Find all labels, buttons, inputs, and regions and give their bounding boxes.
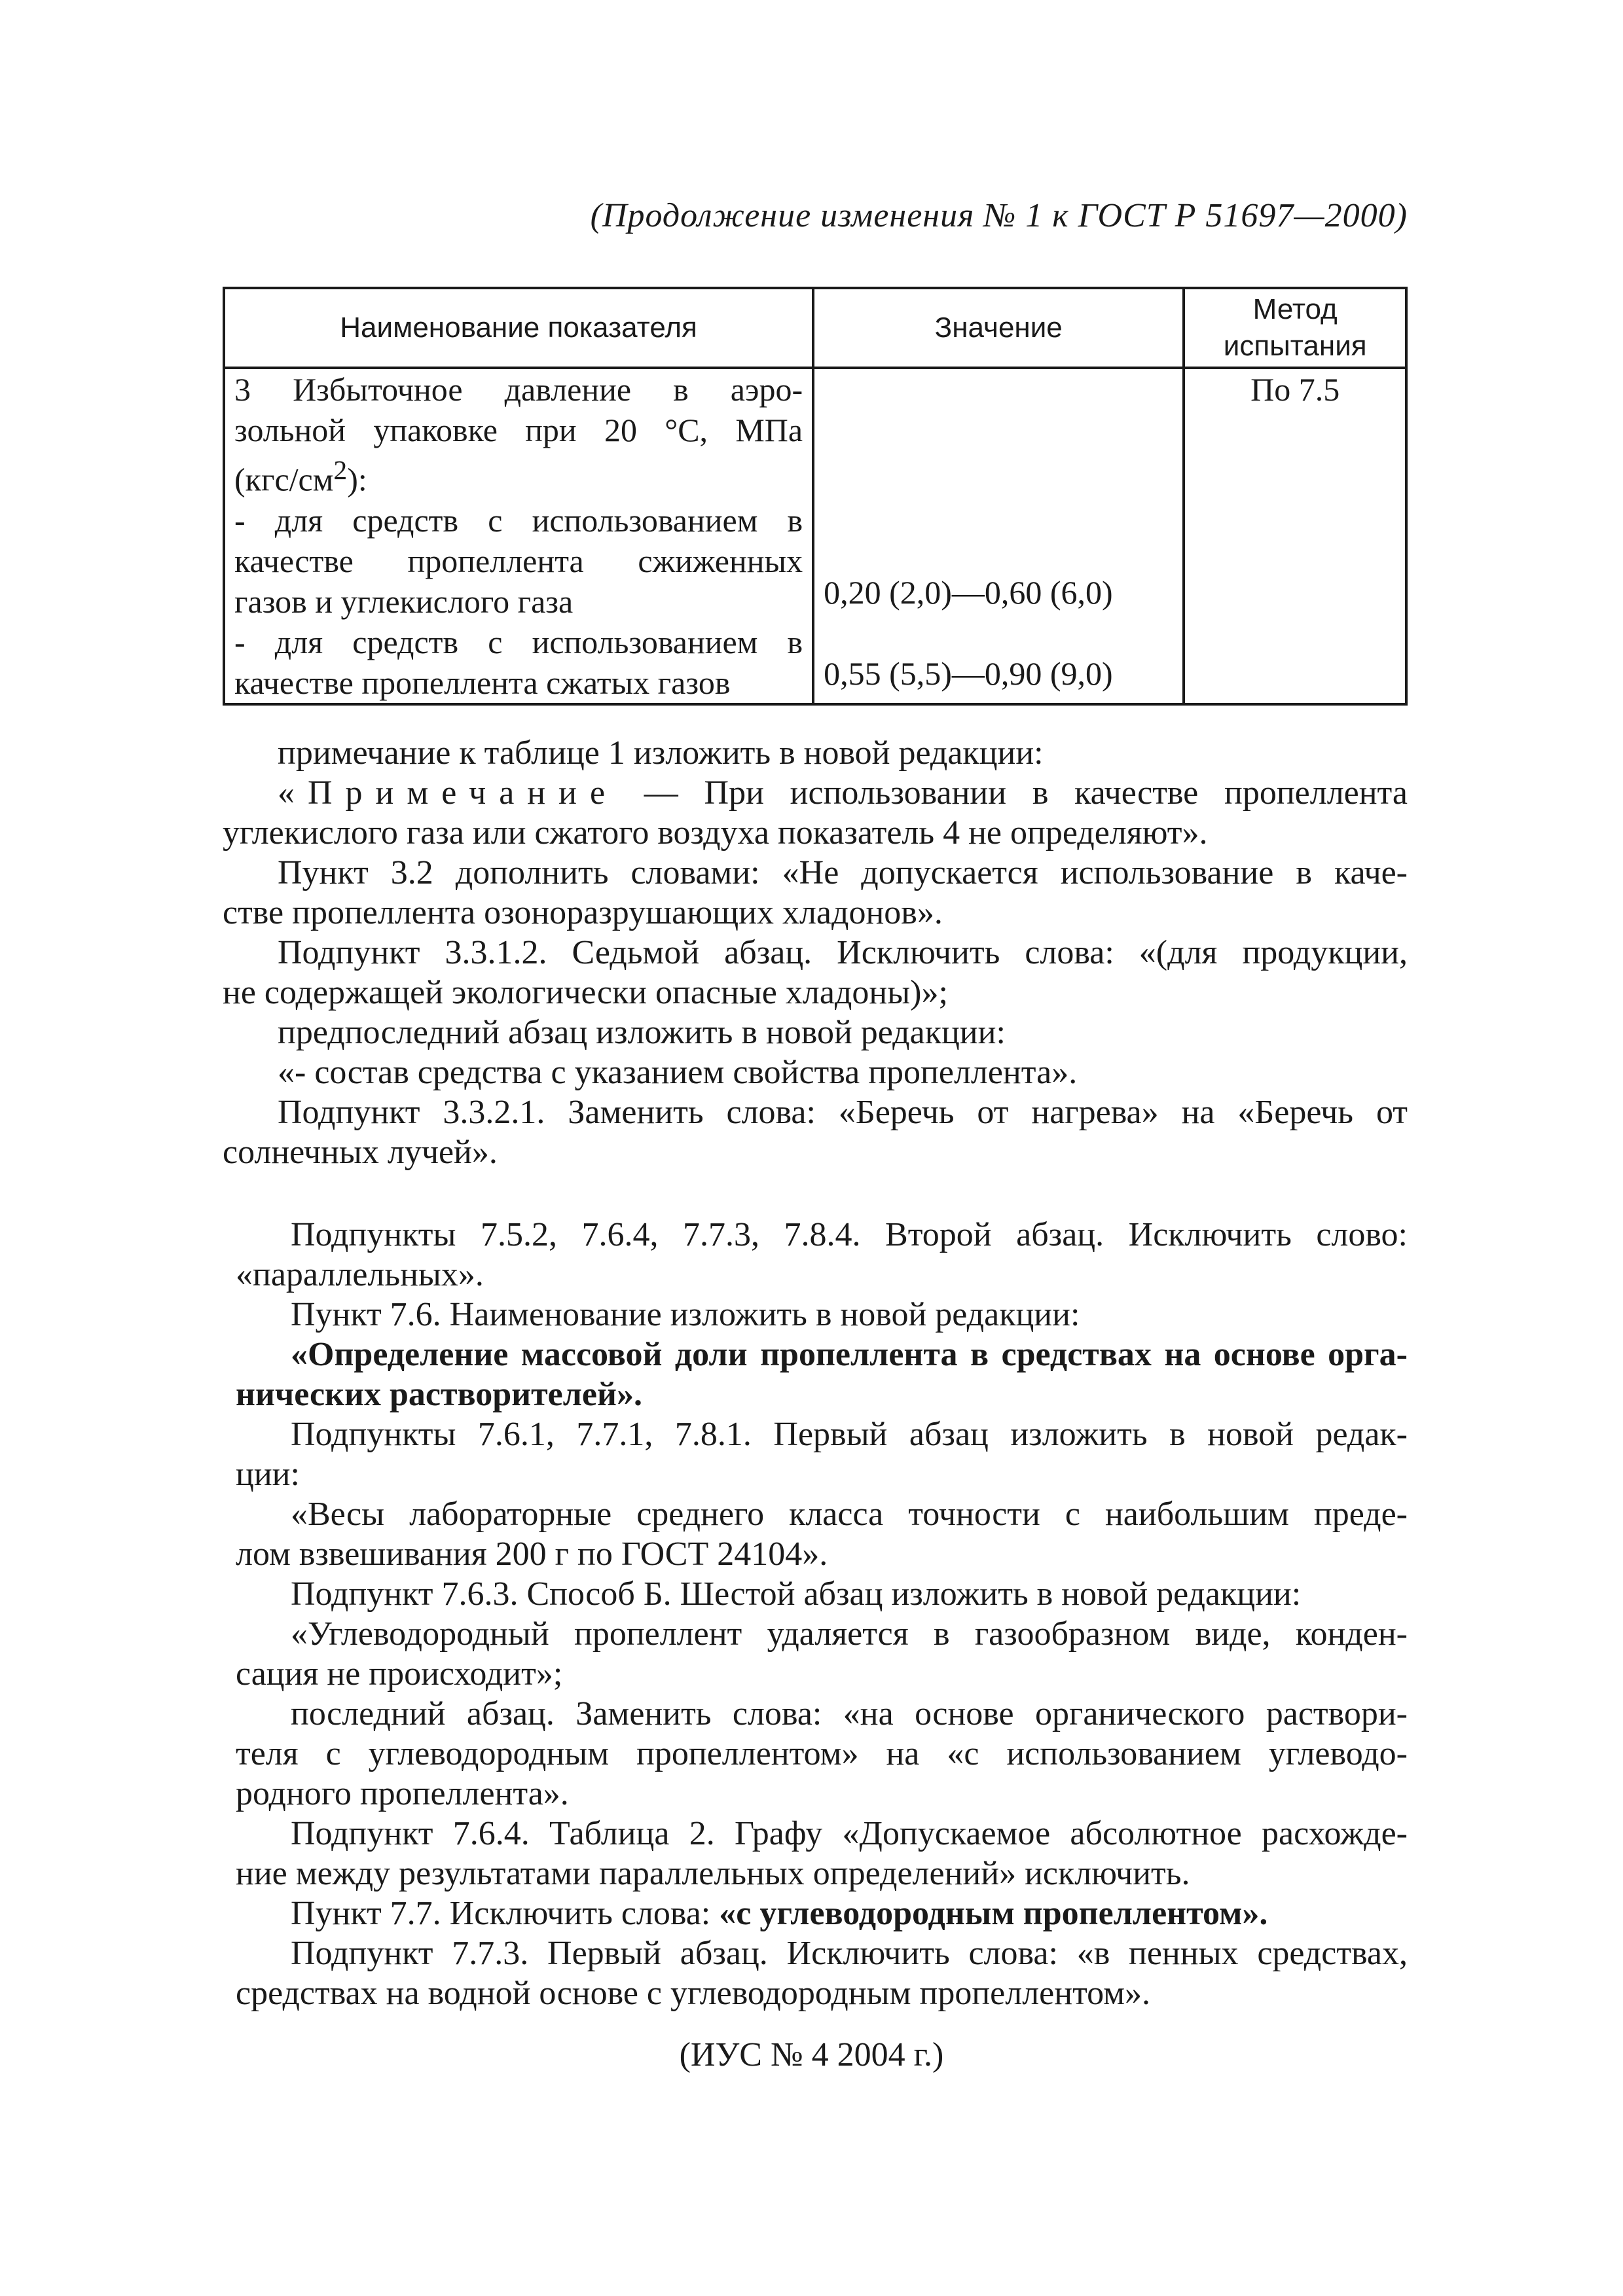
paragraph-line: Подпункты 7.6.1, 7.7.1, 7.8.1. Первый абзац изложить в новой редак- [291, 1416, 1408, 1453]
source-footer: (ИУС № 4 2004 г.) [679, 2036, 944, 2073]
paragraph-line: последний абзац. Заменить слова: «на основе органического раствори- [291, 1695, 1408, 1732]
cell-line: - для средств с использованием в [234, 501, 803, 539]
table-row [224, 368, 1406, 704]
note-label: «Примечание [278, 774, 619, 812]
cell-line: качестве пропеллента сжиженных [234, 542, 803, 579]
paragraph-line: сация не происходит»; [236, 1655, 563, 1693]
method-value: По 7.5 [1250, 371, 1340, 408]
paragraph-line: стве пропеллента озоноразрушающих хладонов». [223, 894, 943, 931]
paragraph-line: родного пропеллента». [236, 1775, 569, 1812]
cell-line: 3 Избыточное давление в аэро- [234, 371, 803, 408]
paragraph-line: теля с углеводородным пропеллентом» на «с использованием углеводо- [236, 1735, 1408, 1772]
specification-table [223, 287, 1408, 706]
paragraph-line: «Углеводородный пропеллент удаляется в газообразном виде, конден- [291, 1615, 1408, 1653]
paragraph-line [236, 1893, 1408, 1933]
unit-text-end: ): [347, 461, 367, 498]
note-text: — При использовании в качестве пропеллента [618, 774, 1408, 812]
amendment-block-1 [223, 733, 1408, 1172]
paragraph-line: предпоследний абзац изложить в новой редакции: [278, 1014, 1006, 1051]
paragraph-line: не содержащей экологически опасные хладоны)»; [223, 974, 948, 1011]
paragraph-line: нических растворителей». [236, 1376, 642, 1413]
value-cell [813, 368, 1184, 704]
paragraph-line: примечание к таблице 1 изложить в новой редакции: [278, 734, 1044, 772]
table-header-row [224, 288, 1406, 368]
paragraph-line: солнечных лучей». [223, 1134, 498, 1171]
paragraph-line: Пункт 3.2 дополнить словами: «Не допускается использование в каче- [278, 854, 1408, 891]
line-text-bold: «с углеводородным пропеллентом». [719, 1895, 1268, 1932]
paragraph-line: Подпункт 3.3.2.1. Заменить слова: «Беречь от нагрева» на «Беречь от [278, 1094, 1408, 1131]
document-header: (Продолжение изменения № 1 к ГОСТ Р 51697—2000) [590, 197, 1408, 234]
cell-line: качестве пропеллента сжатых газов [234, 664, 731, 701]
paragraph-line: Подпункт 3.3.1.2. Седьмой абзац. Исключить слова: «(для продукции, [278, 934, 1408, 971]
paragraph-line: Подпункт 7.6.4. Таблица 2. Графу «Допускаемое абсолютное расхожде- [291, 1815, 1408, 1852]
paragraph-line: Подпункт 7.6.3. Способ Б. Шестой абзац изложить в новой редакции: [291, 1575, 1302, 1613]
paragraph-line: углекислого газа или сжатого воздуха показатель 4 не определяют». [223, 814, 1208, 852]
column-header-name: Наименование показателя [224, 288, 813, 368]
paragraph-line: ции: [236, 1456, 300, 1493]
paragraph-line: Пункт 7.6. Наименование изложить в новой редакции: [291, 1296, 1080, 1333]
paragraph-line: «Определение массовой доли пропеллента в средствах на основе орга- [291, 1336, 1408, 1373]
method-cell [1184, 368, 1406, 704]
cell-line-unit [234, 450, 803, 500]
paragraph-line: ние между результатами параллельных определений» исключить. [236, 1855, 1190, 1892]
cell-line: - для средств с использованием в [234, 623, 803, 660]
paragraph-line: лом взвешивания 200 г по ГОСТ 24104». [236, 1535, 828, 1573]
paragraph-line: «Весы лабораторные среднего класса точности с наибольшим преде- [291, 1496, 1408, 1533]
column-header-value: Значение [813, 288, 1184, 368]
unit-superscript: 2 [333, 456, 348, 486]
cell-line: газов и углекислого газа [234, 583, 574, 620]
value-liquefied-gases: 0,20 (2,0)—0,60 (6,0) [824, 574, 1113, 611]
amendment-block-2 [236, 1215, 1408, 2013]
line-text: Пункт 7.7. Исключить слова: [291, 1895, 720, 1932]
note-line [223, 773, 1408, 813]
paragraph-line: «- состав средства с указанием свойства пропеллента». [278, 1054, 1078, 1091]
paragraph-line: средствах на водной основе с углеводородным пропеллентом». [236, 1975, 1151, 2012]
unit-text: (кгс/см [234, 461, 334, 498]
column-header-method: Метод испытания [1184, 288, 1406, 368]
value-compressed-gases: 0,55 (5,5)—0,90 (9,0) [824, 655, 1113, 692]
paragraph-line: Подпункт 7.7.3. Первый абзац. Исключить слова: «в пенных средствах, [291, 1935, 1408, 1972]
paragraph-line: Подпункты 7.5.2, 7.6.4, 7.7.3, 7.8.4. Второй абзац. Исключить слово: [291, 1216, 1408, 1253]
paragraph-line: «параллельных». [236, 1256, 484, 1293]
indicator-name-cell [224, 368, 813, 704]
cell-line: зольной упаковке при 20 °С, МПа [234, 412, 803, 448]
